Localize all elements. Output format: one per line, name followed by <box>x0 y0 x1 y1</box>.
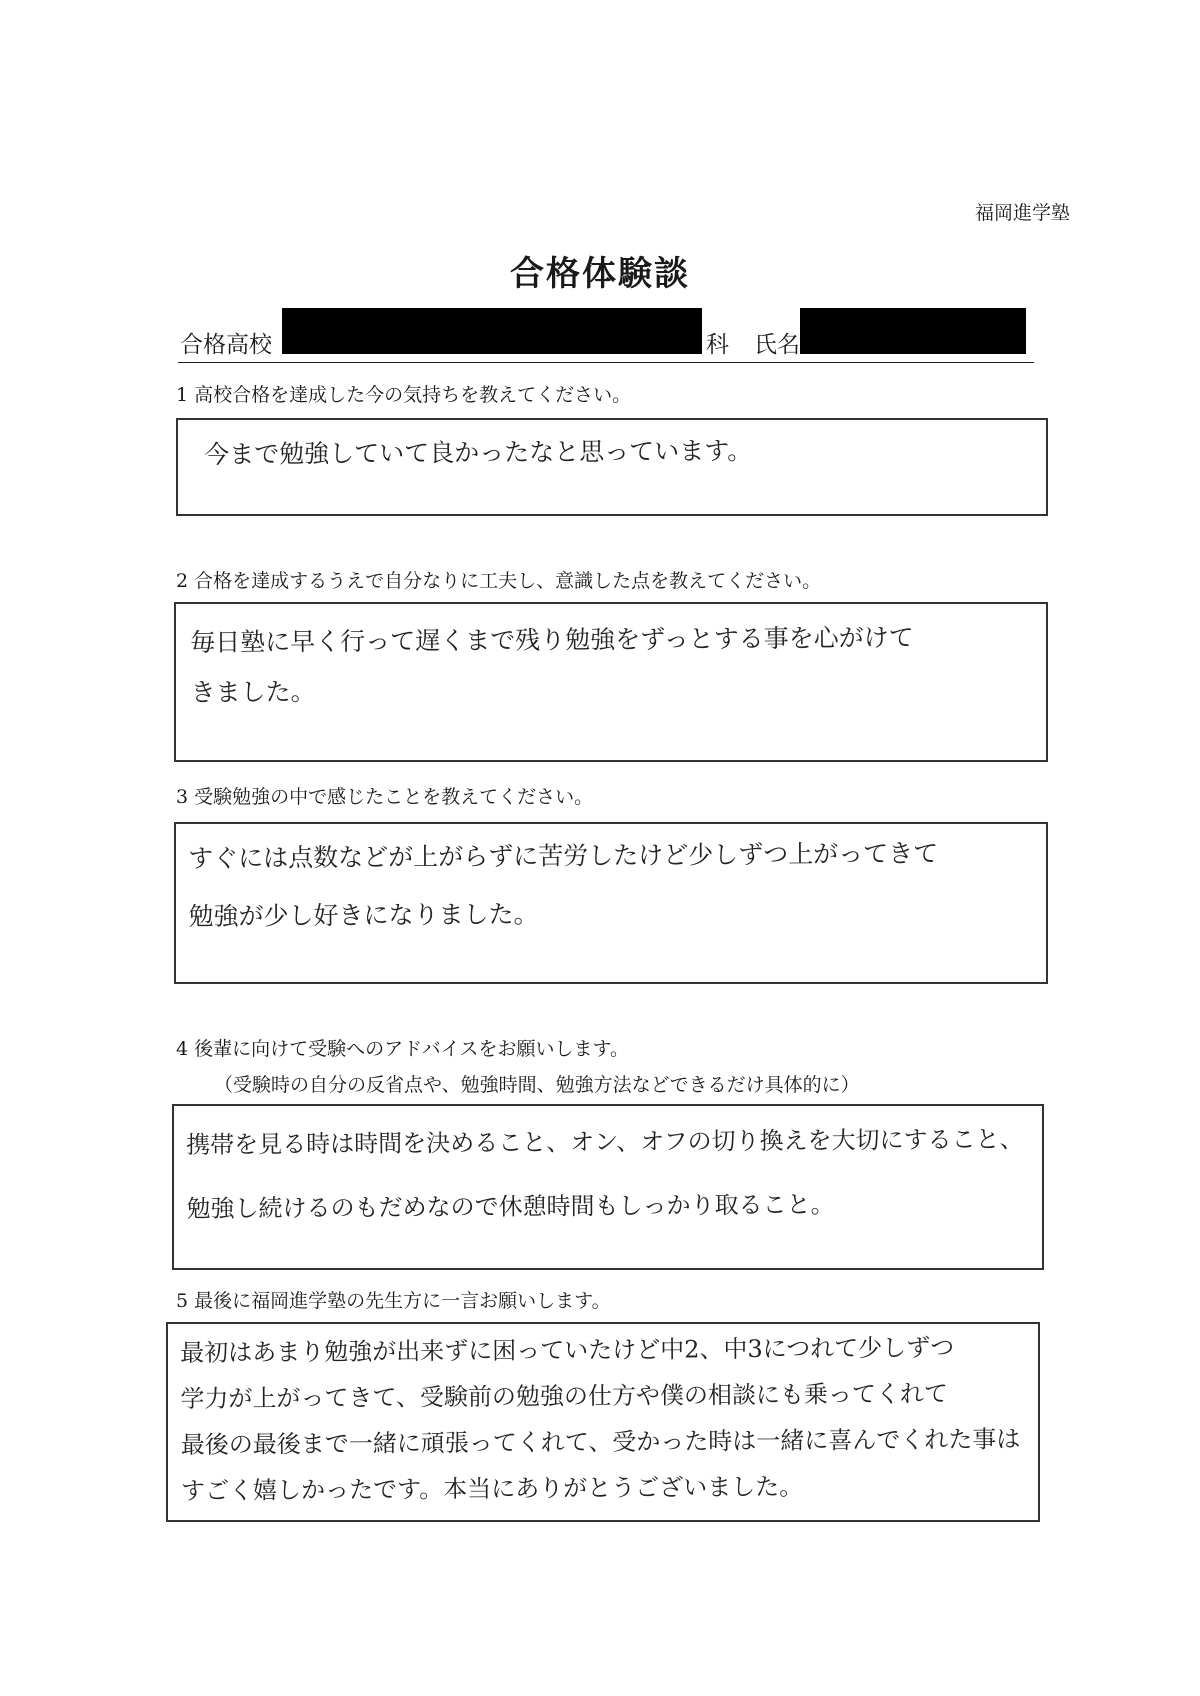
school-redaction <box>282 308 702 354</box>
organization-name: 福岡進学塾 <box>974 202 1070 224</box>
school-label: 合格高校 <box>180 332 272 358</box>
answer-text-3 <box>188 828 1047 942</box>
name-label: 氏名 <box>754 332 800 358</box>
answer-line: 今まで勉強していて良かったなと思っています。 <box>204 436 753 469</box>
question-4-sublabel: （受験時の自分の反省点や、勉強時間、勉強方法などできるだけ具体的に） <box>214 1074 860 1096</box>
answer-box-5 <box>166 1322 1040 1522</box>
answer-box-4 <box>172 1104 1044 1270</box>
answer-line: 勉強が少し好きになりました。 <box>188 899 539 931</box>
question-5: 5 最後に福岡進学塾の先生方に一言お願いします。 <box>176 1290 611 1312</box>
answer-line: 携帯を見る時は時間を決めること、オン、オフの切り換えを大切にすること、 <box>186 1125 1024 1159</box>
answer-text-2 <box>190 612 1047 718</box>
question-3: 3 受験勉強の中で感じたことを教えてください。 <box>176 786 594 808</box>
answer-line: すぐには点数などが上がらずに苦労したけど少しずつ上がってきて <box>188 838 939 873</box>
question-2: 2 合格を達成するうえで自分なりに工夫し、意識した点を教えてください。 <box>176 570 822 592</box>
answer-box-2 <box>174 602 1048 762</box>
answer-box-3 <box>174 822 1048 984</box>
answer-text-1 <box>204 424 1046 480</box>
answer-box-1 <box>176 418 1048 516</box>
answer-text-5 <box>180 1324 1039 1514</box>
answer-line: 最後の最後まで一緒に頑張ってくれて、受かった時は一緒に喜んでくれた事は <box>180 1425 1021 1459</box>
answer-line: 毎日塾に早く行って遅くまで残り勉強をずっとする事を心がけて <box>190 622 914 657</box>
answer-line: すごく嬉しかったです。本当にありがとうございました。 <box>181 1472 804 1505</box>
answer-line: きました。 <box>190 677 316 707</box>
answer-line: 最初はあまり勉強が出来ずに困っていたけど中2、中3につれて少しずつ <box>180 1333 955 1367</box>
name-redaction <box>800 308 1026 354</box>
question-4: 4 後輩に向けて受験へのアドバイスをお願いします。 <box>176 1038 630 1060</box>
answer-text-4 <box>186 1114 1043 1234</box>
answer-line: 勉強し続けるのもだめなので休憩時間もしっかり取ること。 <box>186 1190 835 1223</box>
applicant-header <box>178 322 1034 363</box>
department-label: 科 <box>706 332 729 358</box>
question-1: 1 高校合格を達成した今の気持ちを教えてください。 <box>176 384 632 406</box>
page-title: 合格体験談 <box>510 254 690 294</box>
answer-line: 学力が上がってきて、受験前の勉強の仕方や僕の相談にも乗ってくれて <box>180 1379 949 1413</box>
